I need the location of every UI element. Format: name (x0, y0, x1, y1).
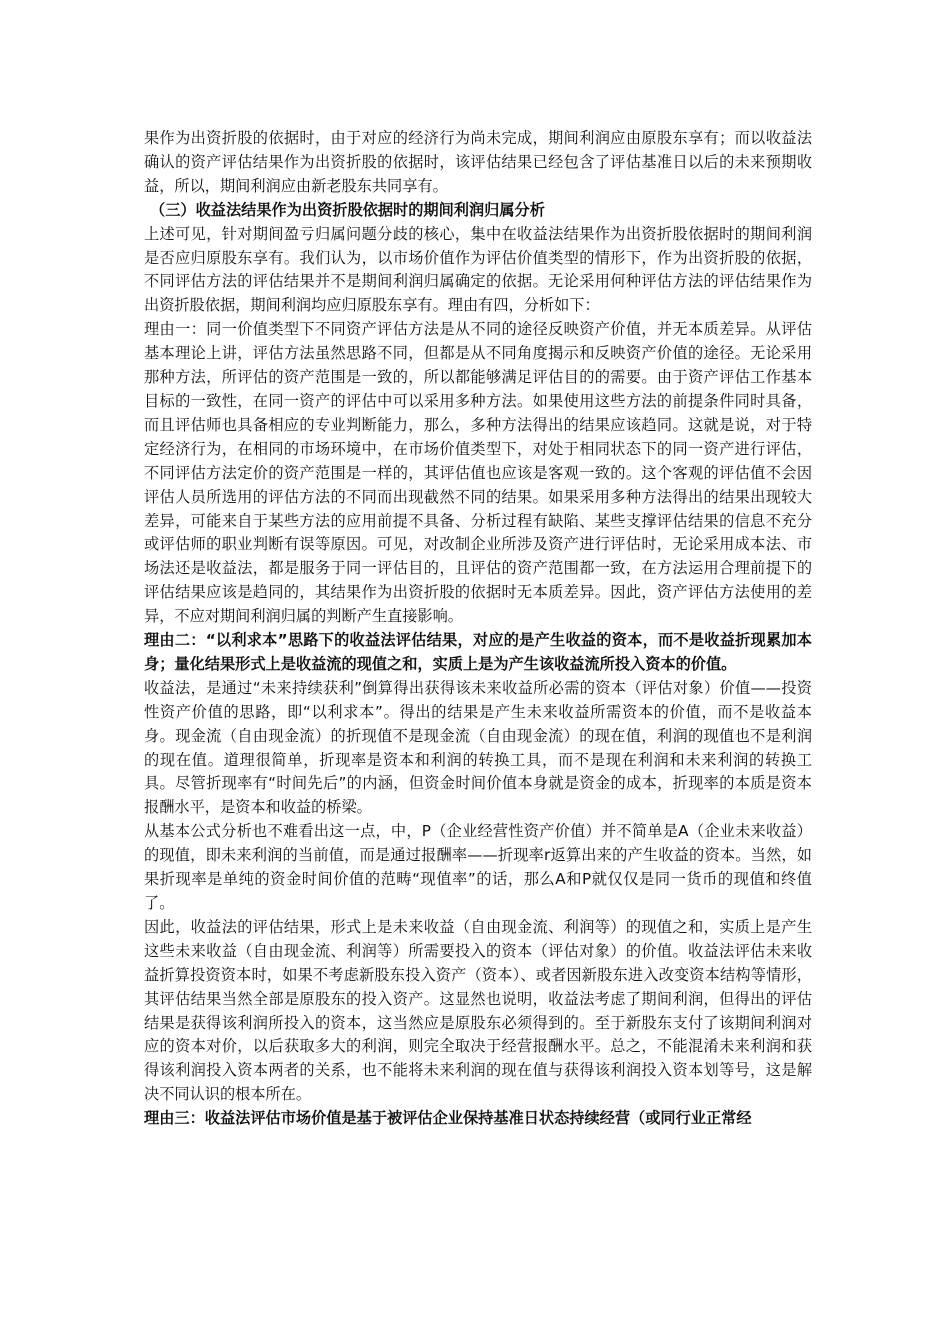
paragraph-intro: 上述可见，针对期间盈亏归属问题分歧的核心，集中在收益法结果作为出资折股依据时的期间利润是否应归原股东享有。我们认为，以市场价值作为评估价值类型的情形下，作为出资折股的依据，不同评估方法的评估结果并不是期间利润归属确定的依据。无论采用何种评估方法的评估结果作为出资折股依据，期间利润均应归原股东享有。理由有四，分析如下： (144, 224, 812, 315)
paragraph-income-approach: 收益法，是通过“未来持续获利”倒算得出获得该未来收益所必需的资本（评估对象）价值——投资性资产价值的思路，即“以利求本”。得出的结果是产生未来收益所需资本的价值，而不是收益本身。现金流（自由现金流）的折现值不是现金流（自由现金流）的现在值，利润的现值也不是利润的现在值。道理很简单，折现率是资本和利润的转换工具，而不是现在利润和未来利润的转换工具。尽管折现率有“时间先后”的内涵，但资金时间价值本身就是资金的成本，折现率的本质是资本报酬水平，是资本和收益的桥梁。 (144, 678, 812, 817)
reason-two-heading: 理由二：“以利求本”思路下的收益法评估结果，对应的是产生收益的资本，而不是收益折现累加本身；量化结果形式上是收益流的现值之和，实质上是为产生该收益流所投入资本的价值。 (144, 631, 812, 673)
paragraph-formula-analysis: 从基本公式分析也不难看出这一点，中，P（企业经营性资产价值）并不简单是A（企业未来收益）的现值，即未来利润的当前值，而是通过报酬率——折现率r返算出来的产生收益的资本。当然，如果折现率是单纯的资金时间价值的范畴“现值率”的话，那么A和P就仅仅是同一货币的现值和终值了。 (144, 822, 812, 912)
paragraph-conclusion: 因此，收益法的评估结果，形式上是未来收益（自由现金流、利润等）的现值之和，实质上是产生这些未来收益（自由现金流、利润等）所需要投入的资本（评估对象）的价值。收益法评估未来收益折算投资资本时，如果不考虑新股东投入资产（资本）、或者因新股东进入改变资本结构等情形，其评估结果当然全部是原股东的投入资产。这显然也说明，收益法考虑了期间利润，但得出的评估结果是获得该利润所投入的资本，这当然应是原股东必须得到的。至于新股东支付了该期间利润对应的资本对价，以后获取多大的利润，则完全取决于经营报酬水平。总之，不能混淆未来利润和获得该利润投入资本两者的关系，也不能将未来利润的现在值与获得该利润投入资本划等号，这是解决不同认识的根本所在。 (144, 917, 812, 1104)
reason-three-heading: 理由三：收益法评估市场价值是基于被评估企业保持基准日状态持续经营（或同行业正常经 (144, 1109, 752, 1128)
document-page (144, 127, 812, 1131)
paragraph-continued: 果作为出资折股的依据时，由于对应的经济行为尚未完成，期间利润应由原股东享有；而以收益法确认的资产评估结果作为出资折股的依据时，该评估结果已经包含了评估基准日以后的未来预期收益，所以，期间利润应由新老股东共同享有。 (144, 129, 812, 195)
paragraph-reason-one: 理由一：同一价值类型下不同资产评估方法是从不同的途径反映资产价值，并无本质差异。从评估基本理论上讲，评估方法虽然思路不同，但都是从不同角度揭示和反映资产价值的途径。无论采用那种方法，所评估的资产范围是一致的，所以都能够满足评估目的的需要。由于资产评估工作基本目标的一致性，在同一资产的评估中可以采用多种方法。如果使用这些方法的前提条件同时具备，而且评估师也具备相应的专业判断能力，那么，多种方法得出的结果应该趋同。这就是说，对于特定经济行为，在相同的市场环境中，在市场价值类型下，对处于相同状态下的同一资产进行评估，不同评估方法定价的资产范围是一样的，其评估值也应该是客观一致的。这个客观的评估值不会因评估人员所选用的评估方法的不同而出现截然不同的结果。如果采用多种方法得出的结果出现较大差异，可能来自于某些方法的应用前提不具备、分析过程有缺陷、某些支撑评估结果的信息不充分或评估师的职业判断有误等原因。可见，对改制企业所涉及资产进行评估时，无论采用成本法、市场法还是收益法，都是服务于同一评估目的，且评估的资产范围都一致，在方法运用合理前提下的评估结果应该是趋同的，其结果作为出资折股的依据时无本质差异。因此，资产评估方法使用的差异，不应对期间利润归属的判断产生直接影响。 (144, 320, 812, 626)
section-heading: （三）收益法结果作为出资折股依据时的期间利润归属分析 (150, 200, 545, 219)
